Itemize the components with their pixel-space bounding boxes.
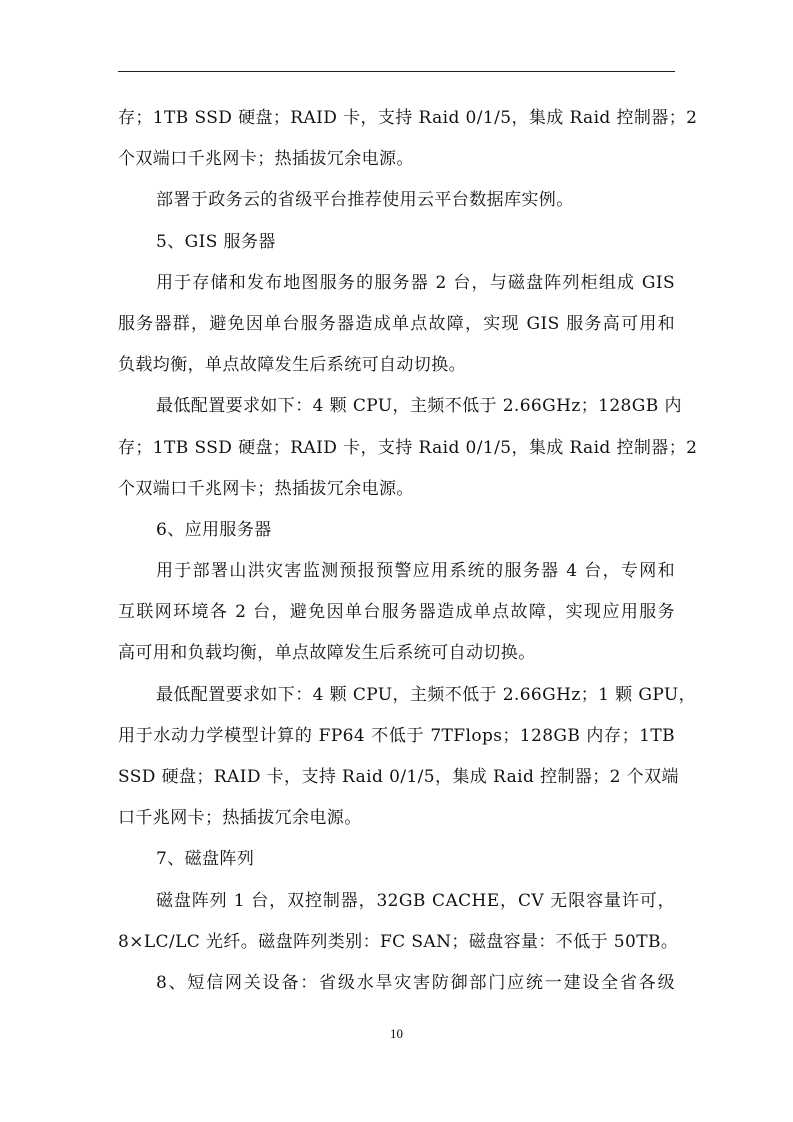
text-line: 服务器群，避免因单台服务器造成单点故障，实现 GIS 服务高可用和: [118, 313, 675, 334]
text-line: 7、磁盘阵列: [156, 849, 255, 870]
text-line: 最低配置要求如下：4 颗 CPU，主频不低于 2.66GHz；1 颗 GPU，: [156, 684, 696, 705]
text-line: 负载均衡，单点故障发生后系统可自动切换。: [118, 355, 466, 376]
text-line: 部署于政务云的省级平台推荐使用云平台数据库实例。: [156, 190, 574, 211]
text-line: 互联网环境各 2 台，避免因单台服务器造成单点故障，实现应用服务: [118, 602, 675, 623]
document-body: [118, 98, 698, 1004]
text-line: 存；1TB SSD 硬盘；RAID 卡，支持 Raid 0/1/5，集成 Raid 控制器；2: [118, 437, 698, 458]
text-line: 最低配置要求如下：4 颗 CPU，主频不低于 2.66GHz；128GB 内: [156, 396, 682, 417]
text-line: 用于水动力学模型计算的 FP64 不低于 7TFlops；128GB 内存；1TB: [118, 725, 675, 746]
text-line: 个双端口千兆网卡；热插拔冗余电源。: [118, 478, 414, 499]
text-line: 口千兆网卡；热插拔冗余电源。: [118, 808, 362, 829]
text-line: 用于存储和发布地图服务的服务器 2 台，与磁盘阵列柜组成 GIS: [156, 272, 675, 293]
text-line: 6、应用服务器: [156, 519, 272, 540]
text-line: 用于部署山洪灾害监测预报预警应用系统的服务器 4 台，专网和: [156, 561, 675, 582]
text-line: 高可用和负载均衡，单点故障发生后系统可自动切换。: [118, 643, 536, 664]
text-line: 8、短信网关设备：省级水旱灾害防御部门应统一建设全省各级: [156, 972, 675, 993]
text-line: SSD 硬盘；RAID 卡，支持 Raid 0/1/5，集成 Raid 控制器；2 个双端: [118, 767, 679, 787]
text-line: 5、GIS 服务器: [156, 231, 276, 252]
text-line: 8×LC/LC 光纤。磁盘阵列类别：FC SAN；磁盘容量：不低于 50TB。: [118, 931, 679, 952]
page-number: 10: [390, 1026, 403, 1041]
header-rule: [118, 71, 675, 72]
text-line: 个双端口千兆网卡；热插拔冗余电源。: [118, 149, 414, 170]
text-line: 存；1TB SSD 硬盘；RAID 卡，支持 Raid 0/1/5，集成 Raid 控制器；2: [118, 108, 698, 128]
text-line: 磁盘阵列 1 台，双控制器，32GB CACHE，CV 无限容量许可，: [156, 890, 675, 911]
